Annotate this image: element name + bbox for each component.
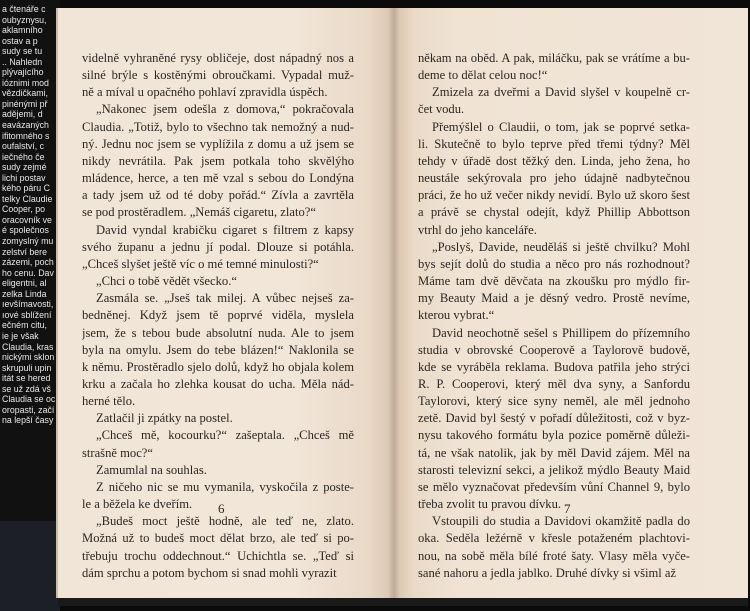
text-line: „Poslyš, Davide, neuděláš si ještě chvilku? Mohl [432, 239, 690, 254]
cover-line: zázemi, poch [2, 257, 54, 268]
book-bottom-edge [58, 598, 748, 606]
text-line: svého županu a jednu jí podal. Dlouze si potáhla. [82, 239, 354, 254]
text-line: R. P. Cooperovi, který měl dva syny, a Sanfordu [418, 376, 690, 391]
text-line: vtrhl do jeho kanceláře. [418, 222, 537, 237]
cover-line: lichi postav [2, 172, 46, 183]
right-page [394, 8, 748, 598]
text-line: Máme tam dvě děvčata na zkoušku pro mýdlo fir- [418, 274, 690, 289]
cover-line: eavázaných [2, 120, 49, 131]
text-line: Taylorovi, který sice syny neměl, ale měl jednoho [418, 394, 690, 409]
cover-blurb-text [2, 4, 60, 426]
text-line: Zatlačil ji zpátky na postel. [96, 411, 233, 426]
cover-line: kého páru C [2, 183, 50, 194]
cover-line: é společnos [2, 225, 49, 236]
text-line: tá, ne však natolik, jak by měl David zájem. Měl na [418, 445, 690, 460]
text-line: oka. Seděla ležérně v křesle potaženém plachtovi- [418, 531, 690, 546]
text-line: čet vodu. [418, 102, 465, 117]
text-line: „Chceš slyšet ještě víc o mé temné minulosti?“ [82, 256, 319, 271]
left-page-number: 6 [218, 501, 225, 516]
text-line: ně a míval u opačného pohlaví zpravidla úspěch. [82, 85, 328, 100]
cover-line: sudy se tu [2, 46, 43, 57]
text-line: Claudia. „Totiž, bylo to všechno tak nemožný a nud- [82, 119, 354, 134]
text-line: David neochotně sešel s Phillipem do přízemního [432, 325, 690, 340]
text-line: li. Skutečně to bylo teprve před třemi týdny? Měl [418, 136, 690, 151]
cover-line: ıové sblížení [2, 309, 52, 320]
cover-line: ıevšímavosti, [2, 299, 54, 310]
cover-line: plývajícího [2, 67, 44, 78]
text-line: nou, na sobě měla bílé froté šaty. Vlasy měla vyče- [418, 548, 690, 563]
book-cover-strip [0, 0, 60, 611]
text-line: jsem, že s tebou bude absolutní nuda. Ale to jsem [82, 325, 354, 340]
text-line: „Nakonec jsem odešla z domova,“ pokračovala [96, 102, 354, 117]
cover-line: .. Nahledn [2, 56, 43, 67]
cover-line: se už zdá vš [2, 383, 51, 394]
cover-line: ióznimi mod [2, 77, 49, 88]
cover-line: oracovník ve [2, 214, 52, 225]
text-line: práci, že ho už večer nikdy nevidí. Bylo už skoro šest [418, 188, 690, 203]
text-line: Přemýšlel o Claudii, o tom, jak se poprvé setka- [432, 119, 690, 134]
text-line: tehdy v úřadě dost těžký den. Linda, jeho žena, ho [418, 153, 690, 168]
right-page-text [418, 50, 690, 582]
right-page-number: 7 [564, 501, 571, 516]
cover-line: pinénými př [2, 98, 48, 109]
text-line: a právě se chystal odejít, když Phillip Abbottson [418, 205, 690, 220]
open-book [58, 8, 748, 606]
cover-line: Claudia se oc [2, 394, 56, 405]
text-line: dám sprchu a potom bychom si snad mohli vyrazit [82, 565, 337, 580]
text-line: třebuju trochu oddechnout.“ Uchichtla se. „Teď si [82, 548, 354, 563]
text-line: a tady jsem už od té doby pořád.“ Zívla a zavrtěla [82, 188, 354, 203]
text-line: kde se vyráběla reklama. Budova patřila jeho strýci [418, 359, 690, 374]
text-line: my Beauty Maid a je děsný vedro. Prostě nevíme, [418, 291, 690, 306]
text-line: David vyndal krabičku cigaret s filtrem z kapsy [96, 222, 354, 237]
cover-line: a čtenáře c [2, 4, 46, 14]
cover-line: Cooper, po [2, 204, 46, 215]
text-line: nysu takového formátu byla pozice poměrně důleži- [418, 428, 690, 443]
cover-line: oropasti, začí [2, 404, 55, 415]
cover-line: zelka Linda [2, 288, 47, 299]
text-line: bys sejít dolů do studia a něco pro nás rozhodnout? [418, 256, 690, 271]
text-line: sané nahoru a jedla jablko. Druhé dívky si všiml až [418, 565, 677, 580]
cover-line: ifitomného s [2, 130, 50, 141]
cover-line: ečném citu, [2, 320, 47, 331]
text-line: neustále sekýrovala pro jeho údajně nadbytečnou [418, 171, 690, 186]
cover-line: ie je však [2, 330, 39, 341]
text-line: deme to dělat celou noc!“ [418, 68, 548, 83]
text-line: mládence, herce, a ten mě vzal s sebou do Londýna [82, 171, 354, 186]
text-line: kterou vybrat.“ [418, 308, 495, 323]
text-line: „Chceš mě, kocourku?“ zašeptala. „Chceš mě [96, 428, 354, 443]
text-line: videlně vyhraněné rysy obličeje, dost nápadný nos a [82, 51, 354, 65]
text-line: Zasmála se. „Jseš tak milej. A vůbec nejseš za- [96, 291, 354, 306]
text-line: ný. Jednu noc jsem se vyplížila z domu a už jsem se [82, 136, 354, 151]
text-line: strašně moc?“ [82, 445, 153, 460]
text-line: byla na omylu. Jsem do tebe blázen!“ Naklonila se [82, 342, 354, 357]
text-line: starosti televizní sekci, a jelikož mýdlo Beauty Maid [418, 462, 690, 477]
text-line: herné tělo. [82, 394, 136, 409]
cover-line: adějemi, d [2, 109, 43, 120]
text-line: bedněnej. Když jsem tě poprvé viděla, myslela [82, 308, 354, 323]
cover-line: vězdičkami, [2, 88, 48, 99]
cover-line: ostav a p [2, 35, 38, 46]
text-line: „Chci o tobě vědět všecko.“ [96, 274, 237, 289]
text-line: zetě. David byl šestý v pořadí důležitosti, což v byz- [418, 411, 690, 426]
cover-line: telky Claudie [2, 193, 53, 204]
cover-line: skrupuli upin [2, 362, 52, 373]
cover-line: aklamního [2, 25, 43, 36]
text-line: Vstoupili do studia a Davidovi okamžitě padla do [432, 514, 690, 529]
text-line: nikdy nevrátila. Pak jsem potkala toho skvělýho [82, 153, 354, 168]
book-spine-shadow [388, 8, 400, 598]
text-line: Zmizela za dveřmi a David slyšel v koupelně cr- [432, 85, 690, 100]
text-line: Možná už to budeš moct dělat brzo, ale teď si po- [82, 531, 354, 546]
text-line: Zamumlal na souhlas. [96, 462, 207, 477]
cover-line: oufalství, c [2, 141, 45, 152]
cover-bottom-panel [0, 521, 60, 611]
text-line: studia v obrovské Cooperově a Taylorově budově, [418, 342, 690, 357]
text-line: se pod prostěradlem. „Nemáš cigaretu, zlato?“ [82, 205, 316, 220]
cover-line: zomyslný mu [2, 236, 54, 247]
cover-line: Claudia, kras [2, 341, 54, 352]
cover-line: nickými sklon [2, 352, 55, 363]
text-line: le a běžela ke dveřím. [82, 497, 193, 512]
text-line: se mělo vyznačovat především vůní Channel 9, bylo [418, 479, 690, 494]
cover-line: sudy zejmé [2, 162, 47, 173]
text-line: někam na oběd. A pak, miláčku, pak se vrátíme a bu- [418, 51, 690, 65]
text-line: krku a začala ho zlehka kousat do ucha. Měla nád- [82, 376, 354, 391]
left-page [58, 8, 394, 598]
cover-line: eligentni, al [2, 278, 47, 289]
cover-line: oubyznysu, [2, 14, 47, 25]
text-line: k němu. Prostěradlo sjelo dolů, když ho objala kolem [82, 359, 354, 374]
text-line: silné brýle s kostěnými obroučkami. Vypadal muž- [82, 68, 354, 83]
cover-line: ho cenu. Dav [2, 267, 54, 278]
text-line: třeba zvolit tu pravou dívku. [418, 497, 562, 512]
cover-line: zelství bere [2, 246, 47, 257]
cover-line: itát se hered [2, 373, 51, 384]
cover-line: na lepší časy [2, 415, 54, 426]
cover-line: iečného če [2, 151, 45, 162]
text-line: „Budeš moct ještě hodně, ale teď ne, zlato. [96, 514, 354, 529]
text-line: Z ničeho nic se mu vymanila, vyskočila z poste- [96, 479, 354, 494]
